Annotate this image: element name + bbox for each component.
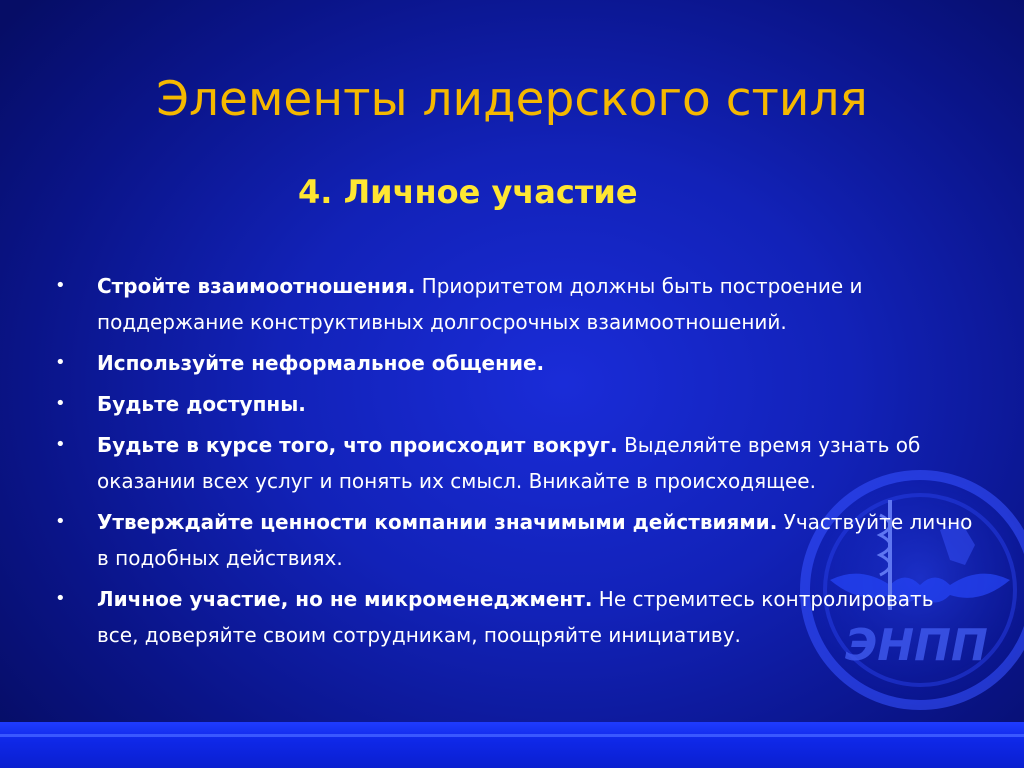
bullet-bold-text: Личное участие, но не микроменеджмент. [97, 587, 593, 611]
bullet-item [55, 504, 975, 576]
bullet-item [55, 386, 975, 422]
bullet-dot: • [55, 511, 66, 532]
emblem-text: ЭНПП [845, 620, 988, 671]
bullet-item [55, 427, 975, 499]
bullet-text: Не стремитесь контролировать все, доверяйте своим сотрудникам, поощряйте инициативу. [97, 587, 934, 647]
bullet-bold-text: Будьте в курсе того, что происходит вокруг. [97, 433, 618, 457]
bullet-dot: • [55, 275, 66, 296]
bullet-bold-text: Стройте взаимоотношения. [97, 274, 416, 298]
bullet-item [55, 345, 975, 381]
bullet-bold-text: Утверждайте ценности компании значимыми действиями. [97, 510, 778, 534]
bullet-bold-text: Будьте доступны. [97, 392, 306, 416]
slide-title: Элементы лидерского стиля [156, 72, 868, 127]
bullet-dot: • [55, 588, 66, 609]
bullet-item [55, 268, 975, 340]
bottom-bar [0, 722, 1024, 768]
bullet-dot: • [55, 434, 66, 455]
bottom-divider [0, 734, 1024, 737]
bullet-text: Выделяйте время узнать об оказании всех услуг и понять их смысл. Вникайте в происходящее. [97, 433, 921, 493]
bullet-text: Участвуйте лично в подобных действиях. [97, 510, 973, 570]
bullet-dot: • [55, 352, 66, 373]
bullet-item [55, 581, 975, 653]
bullet-bold-text: Используйте неформальное общение. [97, 351, 545, 375]
bullet-text: Приоритетом должны быть построение и поддержание конструктивных долгосрочных взаимоотношений. [97, 274, 863, 334]
bullet-list [55, 268, 975, 658]
bullet-dot: • [55, 393, 66, 414]
slide-subtitle: 4. Личное участие [298, 173, 638, 211]
